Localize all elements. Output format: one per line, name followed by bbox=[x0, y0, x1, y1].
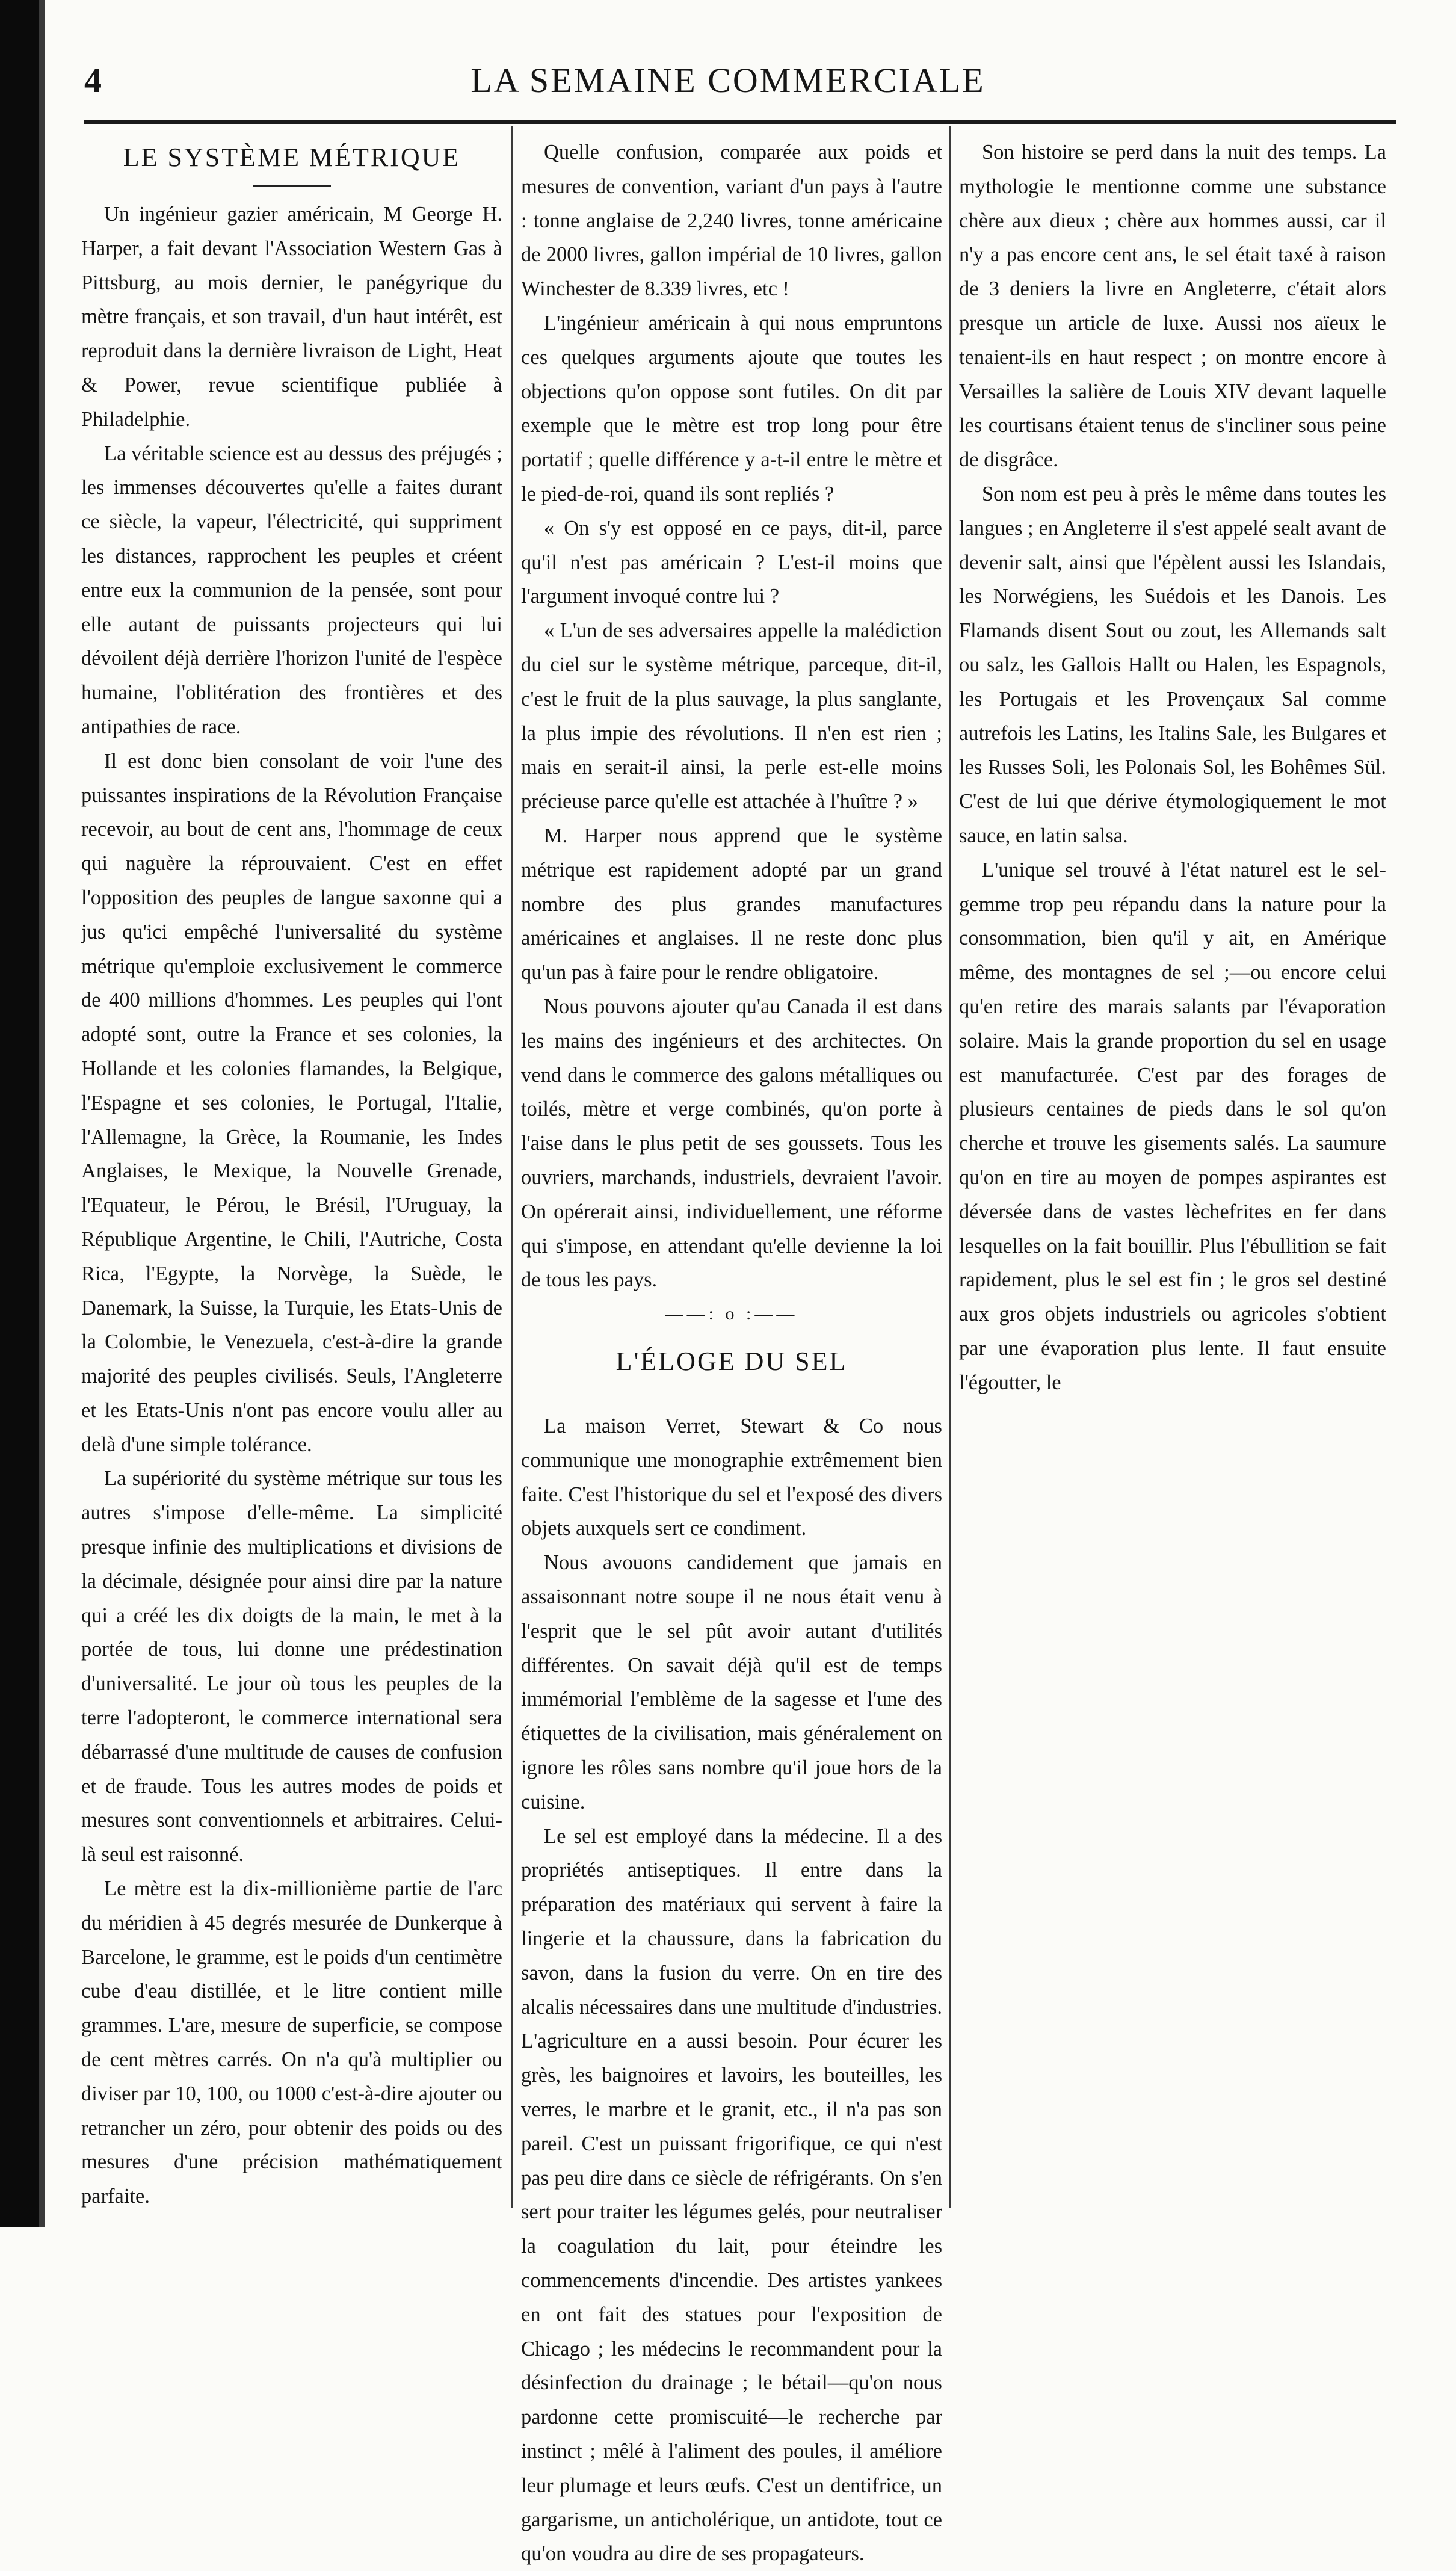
paragraph: Quelle confusion, comparée aux poids et mesures de convention, variant d'un pays à l'autre : tonne anglaise de 2,240 livres, tonne américaine de 2000 livres, gallon impérial de 10 livres, gallon Winchester de 8.339 livres, etc ! bbox=[521, 141, 942, 301]
column-divider-2 bbox=[949, 126, 951, 2208]
paragraph: « L'un de ses adversaires appelle la malédiction du ciel sur le système métrique, parceque, dit-il, c'est le fruit de la plus sauvage, la plus sanglante, la plus impie des révolutions. Il n'en est rien ; mais en serait-il ainsi, la perle est-elle moins précieuse parce qu'elle est attachée à l'huître ? » bbox=[521, 619, 942, 813]
column-1 bbox=[81, 135, 502, 2214]
paragraph: La véritable science est au dessus des préjugés ; les immenses découvertes qu'elle a faites durant ce siècle, la vapeur, l'électricité, qui suppriment les distances, rapprochent les peuples et créent entre eux la communion de la pensée, sont pour elle autant de puissants projecteurs qui lui dévoilent déjà derrière l'horizon l'unité de l'espèce humaine, l'oblitération des frontières et des antipathies de race. bbox=[81, 442, 502, 738]
column-3 bbox=[959, 135, 1386, 1400]
page-title: LA SEMAINE COMMERCIALE bbox=[470, 61, 986, 100]
column-2 bbox=[521, 135, 942, 2571]
article-title-metric: LE SYSTÈME MÉTRIQUE bbox=[123, 143, 461, 172]
paragraph: Nous pouvons ajouter qu'au Canada il est dans les mains des ingénieurs et des architectes. On vend dans le commerce des galons métalliques ou toilés, mètre et verge combinés, qu'on porte à l'aise dans le plus petit de ses goussets. Tous les ouvriers, marchands, industriels, devraient l'avoir. On opérerait ainsi, individuellement, une réforme qui s'impose, en attendant qu'elle devienne la loi de tous les pays. bbox=[521, 995, 942, 1292]
paragraph: « On s'y est opposé en ce pays, dit-il, parce qu'il n'est pas américain ? L'est-il moins que l'argument invoqué contre lui ? bbox=[521, 516, 942, 608]
header-rule bbox=[84, 120, 1396, 124]
page-number: 4 bbox=[84, 61, 102, 100]
title-dash bbox=[253, 185, 331, 187]
paragraph: La maison Verret, Stewart & Co nous communique une monographie extrêmement bien faite. C'est l'historique du sel et l'exposé des divers objets auxquels sert ce condiment. bbox=[521, 1415, 942, 1540]
paragraph: Nous avouons candidement que jamais en assaisonnant notre soupe il ne nous était venu à l'esprit que le sel pût avoir autant d'utilités différentes. On savait déjà qu'il est de temps immémorial l'emblème de la sagesse et l'une des étiquettes de la civilisation, mais généralement on ignore les rôles sans nombre qu'il joue hors de la cuisine. bbox=[521, 1551, 942, 1813]
paragraph: L'ingénieur américain à qui nous empruntons ces quelques arguments ajoute que toutes les objections qu'on oppose sont futiles. On dit par exemple que le mètre est trop long pour être portatif ; quelle différence y a-t-il entre le mètre et le pied-de-roi, quand ils sont repliés ? bbox=[521, 311, 942, 505]
column-divider-1 bbox=[511, 126, 513, 2208]
paragraph: La supériorité du système métrique sur tous les autres s'impose d'elle-même. La simplicité presque infinie des multiplications et divisions de la décimale, désignée pour ainsi dire par la nature qui a créé les dix doigts de la main, le met à la portée de tous, lui donne une prédestination d'universalité. Le jour où tous les peuples de la terre l'adopteront, le commerce international sera débarrassé d'une multitude de causes de confusion et de fraude. Tous les autres modes de poids et mesures sont conventionnels et arbitraires. Celui-là seul est raisonné. bbox=[81, 1467, 502, 1866]
paragraph: L'unique sel trouvé à l'état naturel est le sel-gemme trop peu répandu dans la nature pour la consommation, bien qu'il y ait, en Amérique même, des montagnes de sel ;—ou encore celui qu'en retire des marais salants par l'évaporation solaire. Mais la grande proportion du sel en usage est manufacturée. C'est par des forages de plusieurs centaines de pieds dans le sol qu'on cherche et trouve les gisements salés. La saumure qu'on en tire au moyen de pompes aspirantes est déversée dans de vastes lèchefrites en fer dans lesquelles on la fait bouillir. Plus l'ébullition se fait rapidement, plus le sel est fin ; le gros sel destiné aux gros objets industriels ou agricoles s'obtient par une évaporation plus lente. Il faut ensuite l'égoutter, le bbox=[959, 858, 1386, 1394]
paragraph: Le sel est employé dans la médecine. Il a des propriétés antiseptiques. Il entre dans la préparation des matériaux qui servent à faire la lingerie et la chaussure, dans la fabrication du savon, dans la fusion du verre. On en tire des alcalis nécessaires dans une multitude d'industries. L'agriculture en a aussi besoin. Pour écurer les grès, les baignoires et lavoirs, les bouteilles, les verres, le marbre et le granit, etc., il n'a pas son pareil. C'est un puissant frigorifique, ce qui n'est pas peu dire dans ce siècle de réfrigérants. On s'en sert pour traiter les légumes gelés, pour neutraliser la coagulation du lait, pour éteindre les commencements d'incendie. Des artistes yankees en ont fait des statues pour l'exposition de Chicago ; les médecins le recommandent pour la désinfection du drainage ; le bétail—qu'on nous pardonne cette promiscuité—le recherche par instinct ; mêlé à l'aliment des poules, il améliore leur plumage et leurs œufs. C'est un dentifrice, un gargarisme, un anticholérique, un antidote, tout ce qu'on voudra au dire de ses propagateurs. bbox=[521, 1824, 942, 2566]
paragraph: Son histoire se perd dans la nuit des temps. La mythologie le mentionne comme une substance chère aux dieux ; chère aux hommes aussi, car il n'y a pas encore cent ans, le sel était taxé à raison de 3 deniers la livre en Angleterre, c'était alors presque un article de luxe. Aussi nos aïeux le tenaient-ils en haut respect ; on montre encore à Versailles la salière de Louis XIV devant laquelle les courtisans étaient tenus de s'incliner sous peine de disgrâce. bbox=[959, 141, 1386, 472]
paragraph: M. Harper nous apprend que le système métrique est rapidement adopté par un grand nombre des plus grandes manufactures américaines et anglaises. Il ne reste donc plus qu'un pas à faire pour le rendre obligatoire. bbox=[521, 824, 942, 984]
paragraph: Son nom est peu à près le même dans toutes les langues ; en Angleterre il s'est appelé sealt avant de devenir salt, ainsi que l'épèlent aussi les Islandais, les Norwégiens, les Suédois et les Danois. Les Flamands disent Sout ou zout, les Allemands salt ou salz, les Gallois Hallt ou Halen, les Espagnols, les Portugais et les Provençaux Sal comme autrefois les Latins, les Italins Sale, les Bulgares et les Russes Soli, les Polonais Sol, les Bohêmes Sül. C'est de lui que dérive étymologiquement le mot sauce, en latin salsa. bbox=[959, 482, 1386, 847]
section-separator: ——: o :—— bbox=[665, 1304, 798, 1324]
page-binding-shadow bbox=[39, 0, 45, 2227]
page-binding-edge bbox=[0, 0, 39, 2227]
paragraph: Il est donc bien consolant de voir l'une des puissantes inspirations de la Révolution Française recevoir, au bout de cent ans, l'hommage de ceux qui naguère la réprouvaient. C'est en effet l'opposition des peuples de langue saxonne qui a jus qu'ici empêché l'universalité du système métrique qu'emploie exclusivement le commerce de 400 millions d'hommes. Les peuples qui l'ont adopté sont, outre la France et ses colonies, la Hollande et les colonies flamandes, la Belgique, l'Espagne et ses colonies, le Portugal, l'Italie, l'Allemagne, la Grèce, la Roumanie, les Indes Anglaises, le Mexique, la Nouvelle Grenade, l'Equateur, le Pérou, le Brésil, l'Uruguay, la République Argentine, le Chili, l'Autriche, Costa Rica, l'Egypte, la Norvège, la Suède, le Danemark, la Suisse, la Turquie, les Etats-Unis de la Colombie, le Venezuela, c'est-à-dire la grande majorité des peuples civilisés. Seuls, l'Angleterre et les Etats-Unis n'ont pas encore voulu aller au delà d'une simple tolérance. bbox=[81, 749, 502, 1456]
paragraph: Un ingénieur gazier américain, M George H. Harper, a fait devant l'Association Western Gas à Pittsburg, au mois dernier, le panégyrique du mètre français, et son travail, d'un haut intérêt, est reproduit dans la dernière livraison de Light, Heat & Power, revue scientifique publiée à Philadelphie. bbox=[81, 203, 502, 431]
paragraph: Le mètre est la dix-millionième partie de l'arc du méridien à 45 degrés mesurée de Dunkerque à Barcelone, le gramme, est le poids d'un centimètre cube d'eau distillée, et le litre contient mille grammes. L'are, mesure de superficie, se compose de cent mètres carrés. On n'a qu'à multiplier ou diviser par 10, 100, ou 1000 c'est-à-dire ajouter ou retrancher un zéro, pour obtenir des poids ou des mesures d'une précision mathématiquement parfaite. bbox=[81, 1877, 502, 2208]
article-title-salt: L'ÉLOGE DU SEL bbox=[615, 1347, 848, 1377]
